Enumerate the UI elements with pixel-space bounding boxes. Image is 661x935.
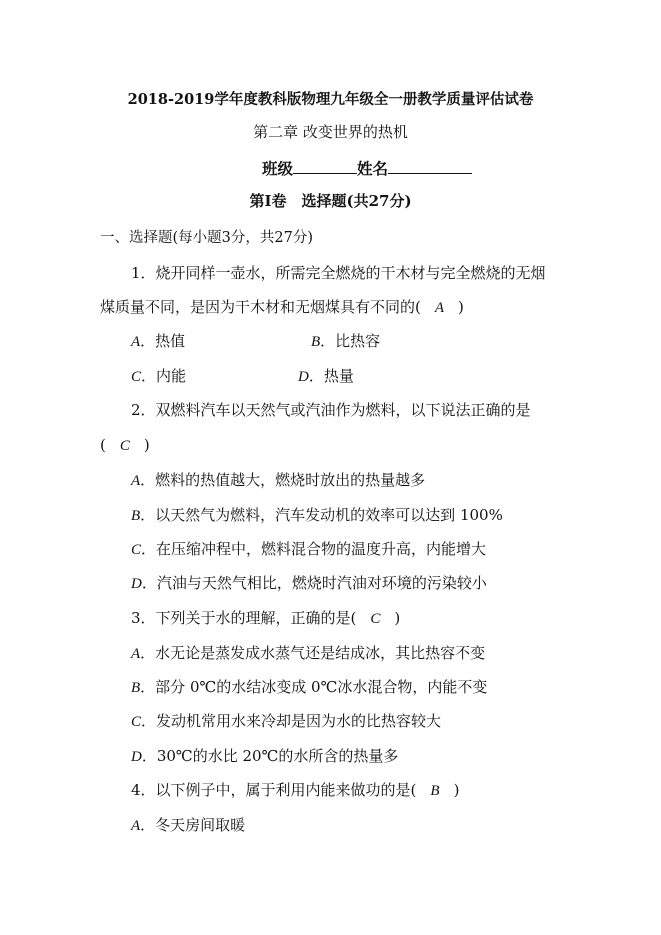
question-2-answer-line <box>100 435 150 456</box>
part-heading: 一、选择题(每小题3分，共27分) <box>100 230 313 246</box>
chapter-title: 第二章 改变世界的热机 <box>253 123 408 141</box>
question-2-option-b <box>131 505 503 526</box>
option-text: ．燃料的热值越大，燃烧时放出的热量越多 <box>140 471 426 489</box>
class-label: 班级 <box>262 159 294 178</box>
question-1-stem-line-2 <box>100 297 464 318</box>
question-4-option-a <box>131 815 245 836</box>
question-4-stem <box>131 780 459 801</box>
class-name-line <box>262 157 472 179</box>
question-3-stem <box>131 608 400 629</box>
option-text: ．热值 <box>140 332 186 350</box>
option-text: ．汽油与天然气相比，燃烧时汽油对环境的污染较小 <box>141 574 487 592</box>
option-letter: D <box>298 369 309 385</box>
question-1-option-b <box>311 331 380 352</box>
option-text: ．热量 <box>308 367 354 385</box>
option-text: ．内能 <box>141 367 187 385</box>
option-text: ．发动机常用水来冷却是因为水的比热容较大 <box>141 712 442 730</box>
option-text: ．冬天房间取暖 <box>140 816 246 834</box>
option-text: ．在压缩冲程中，燃料混合物的温度升高，内能增大 <box>141 540 487 558</box>
option-letter: B <box>131 680 141 696</box>
question-2-close-paren: ) <box>143 436 150 454</box>
question-1-stem-line-1: 1．烧开同样一壶水，所需完全燃烧的干木材与完全燃烧的无烟 <box>131 264 546 282</box>
question-3-answer: C <box>370 611 381 627</box>
question-3-option-d <box>131 746 398 767</box>
question-3-option-b <box>131 677 487 698</box>
class-blank[interactable] <box>293 157 357 174</box>
question-2-open-paren: ( <box>100 436 106 454</box>
question-1-stem-text: 煤质量不同，是因为干木材和无烟煤具有不同的( <box>100 298 421 316</box>
option-text: ．以天然气为燃料，汽车发动机的效率可以达到 100% <box>140 506 503 524</box>
option-letter: A <box>131 334 141 350</box>
name-label: 姓名 <box>357 159 389 178</box>
question-3-stem-text: 3．下列关于水的理解，正确的是( <box>131 609 357 627</box>
question-2-option-c <box>131 539 486 560</box>
question-4-stem-text: 4．以下例子中，属于利用内能来做功的是( <box>131 781 417 799</box>
question-4-answer: B <box>430 783 440 799</box>
question-4-close-paren: ) <box>453 781 460 799</box>
question-1-option-c <box>131 366 186 387</box>
question-1-close-paren: ) <box>458 298 464 316</box>
option-letter: B <box>131 508 141 524</box>
question-1-option-a <box>131 331 185 352</box>
option-letter: D <box>131 576 142 592</box>
option-letter: C <box>131 714 142 730</box>
option-text: ．比热容 <box>320 332 381 350</box>
option-letter: B <box>311 334 321 350</box>
option-letter: D <box>131 749 142 765</box>
question-2-answer: C <box>119 438 130 454</box>
question-3-option-a <box>131 643 485 664</box>
option-letter: C <box>131 369 142 385</box>
question-1-answer: A <box>434 300 445 316</box>
question-1-option-d <box>298 366 354 387</box>
option-text: ．部分 0℃的水结冰变成 0℃冰水混合物，内能不变 <box>140 678 488 696</box>
option-letter: A <box>131 646 141 662</box>
question-3-close-paren: ) <box>394 609 401 627</box>
question-3-option-c <box>131 711 441 732</box>
question-2-option-a <box>131 470 425 491</box>
name-blank[interactable] <box>388 157 472 174</box>
question-2-stem-line-1: 2．双燃料汽车以天然气或汽油作为燃料，以下说法正确的是 <box>131 401 531 419</box>
question-2-option-d <box>131 573 487 594</box>
exam-title: 2018-2019学年度教科版物理九年级全一册教学质量评估试卷 <box>127 91 534 108</box>
option-text: ．水无论是蒸发成水蒸气还是结成冰，其比热容不变 <box>140 644 486 662</box>
option-letter: C <box>131 542 142 558</box>
option-letter: A <box>131 473 141 489</box>
option-letter: A <box>131 818 141 834</box>
option-text: ．30℃的水比 20℃的水所含的热量多 <box>141 747 399 765</box>
section-heading: 第Ⅰ卷 选择题(共27分) <box>249 192 412 210</box>
